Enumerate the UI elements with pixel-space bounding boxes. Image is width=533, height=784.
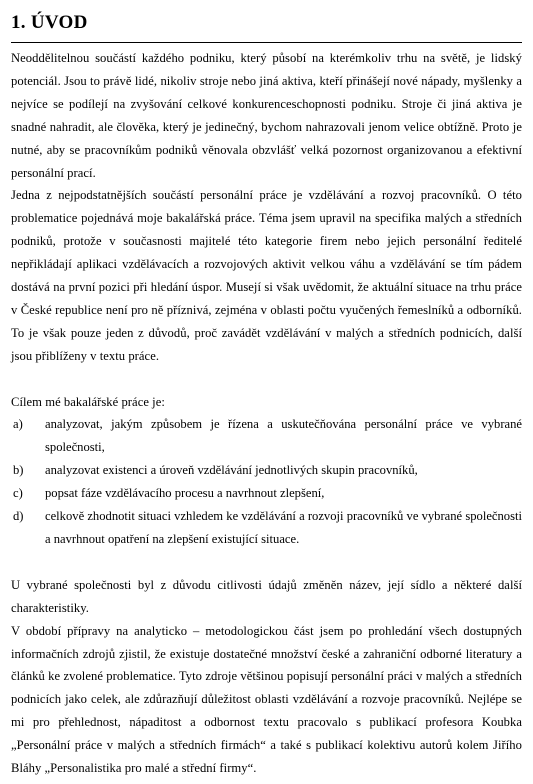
list-item bbox=[11, 505, 522, 551]
list-item-text: popsat fáze vzdělávacího procesu a navrhnout zlepšení, bbox=[45, 486, 325, 501]
list-marker: c) bbox=[13, 486, 23, 501]
body-paragraph-1: U vybrané společnosti byl z důvodu citlivosti údajů změněn název, její sídlo a některé další charakteristiky. bbox=[11, 577, 522, 615]
goals-list bbox=[11, 413, 522, 550]
list-item-text: celkově zhodnotit situaci vzhledem ke vzdělávání a rozvoji pracovníků ve vybrané společnosti a navrhnout opatření na zlepšení existující situace. bbox=[45, 509, 522, 547]
list-item-text: analyzovat existenci a úroveň vzdělávání jednotlivých skupin pracovníků, bbox=[45, 463, 418, 478]
list-item-text: analyzovat, jakým způsobem je řízena a uskutečňována personální práce ve vybrané společnosti, bbox=[45, 417, 522, 455]
intro-paragraph-2: Jedna z nejpodstatnějších součástí personální práce je vzdělávání a rozvoj pracovníků. O této problematice pojednává moje bakalářská práce. Téma jsem upravil na specifika malých a středních podniků, protože v současnosti majitelé této kategorie firem nebo jejich personální ředitelé nepřikládají aplikaci vzdělávacích a rozvojových aktivit velkou váhu a vzdělávání se tím pádem dostává na první pozici při hledání úspor. Musejí si však uvědomit, že aktuální situace na trhu práce v České republice není pro ně příznivá, zejména v oblasti počtu vyučených řemeslníků a odborníků. To je však pouze jeden z důvodů, proč zavádět vzdělávání v malých a středních podnicích, další jsou přiblíženy v textu práce. bbox=[11, 188, 522, 363]
list-item bbox=[11, 482, 522, 505]
body-paragraph-2: V období přípravy na analyticko – metodologickou část jsem po prohledání všech dostupných informačních zdrojů zjistil, že existuje dostatečné množství české a zahraniční odborné literatury a článků ke zvolené problematice. Tyto zdroje většinou popisují personální práci v malých a středních podnicích jako celek, ale zdůrazňují důležitost oblasti vzdělávání a rozvoje pracovníků. Nejlépe se mi pro přehlednost, nápaditost a odbornost textu pracovalo s publikací profesora Koubka „Personální práce v malých a středních firmách“ a také s publikací kolektivu autorů kolem Jiřího Bláhy „Personalistika pro malé a střední firmy“. bbox=[11, 623, 522, 776]
goals-intro: Cílem mé bakalářské práce je: bbox=[11, 394, 165, 409]
list-item bbox=[11, 413, 522, 459]
heading-rule bbox=[11, 42, 522, 43]
list-item bbox=[11, 459, 522, 482]
list-marker: a) bbox=[13, 417, 23, 432]
blank-line bbox=[11, 551, 522, 574]
document-page bbox=[11, 0, 522, 780]
chapter-heading: 1. ÚVOD bbox=[11, 12, 88, 33]
list-marker: b) bbox=[13, 463, 24, 478]
intro-paragraph-1: Neoddělitelnou součástí každého podniku, který působí na kterémkoliv trhu na světě, je lidský potenciál. Jsou to právě lidé, nikoliv stroje nebo jiná aktiva, kteří přinášejí nové nápady, myšlenky a nejvíce se podílejí na zvyšování celkové konkurenceschopnosti podniku. Stroje či jiná aktiva je snadné nahradit, ale člověka, který je jedinečný, bychom nahrazovali jenom velice obtížně. Proto je nutné, aby se pracovníkům podniků věnovala obzvlášť velká pozornost organizovanou a efektivní personální prací. bbox=[11, 51, 522, 180]
list-marker: d) bbox=[13, 509, 24, 524]
blank-line bbox=[11, 368, 522, 391]
